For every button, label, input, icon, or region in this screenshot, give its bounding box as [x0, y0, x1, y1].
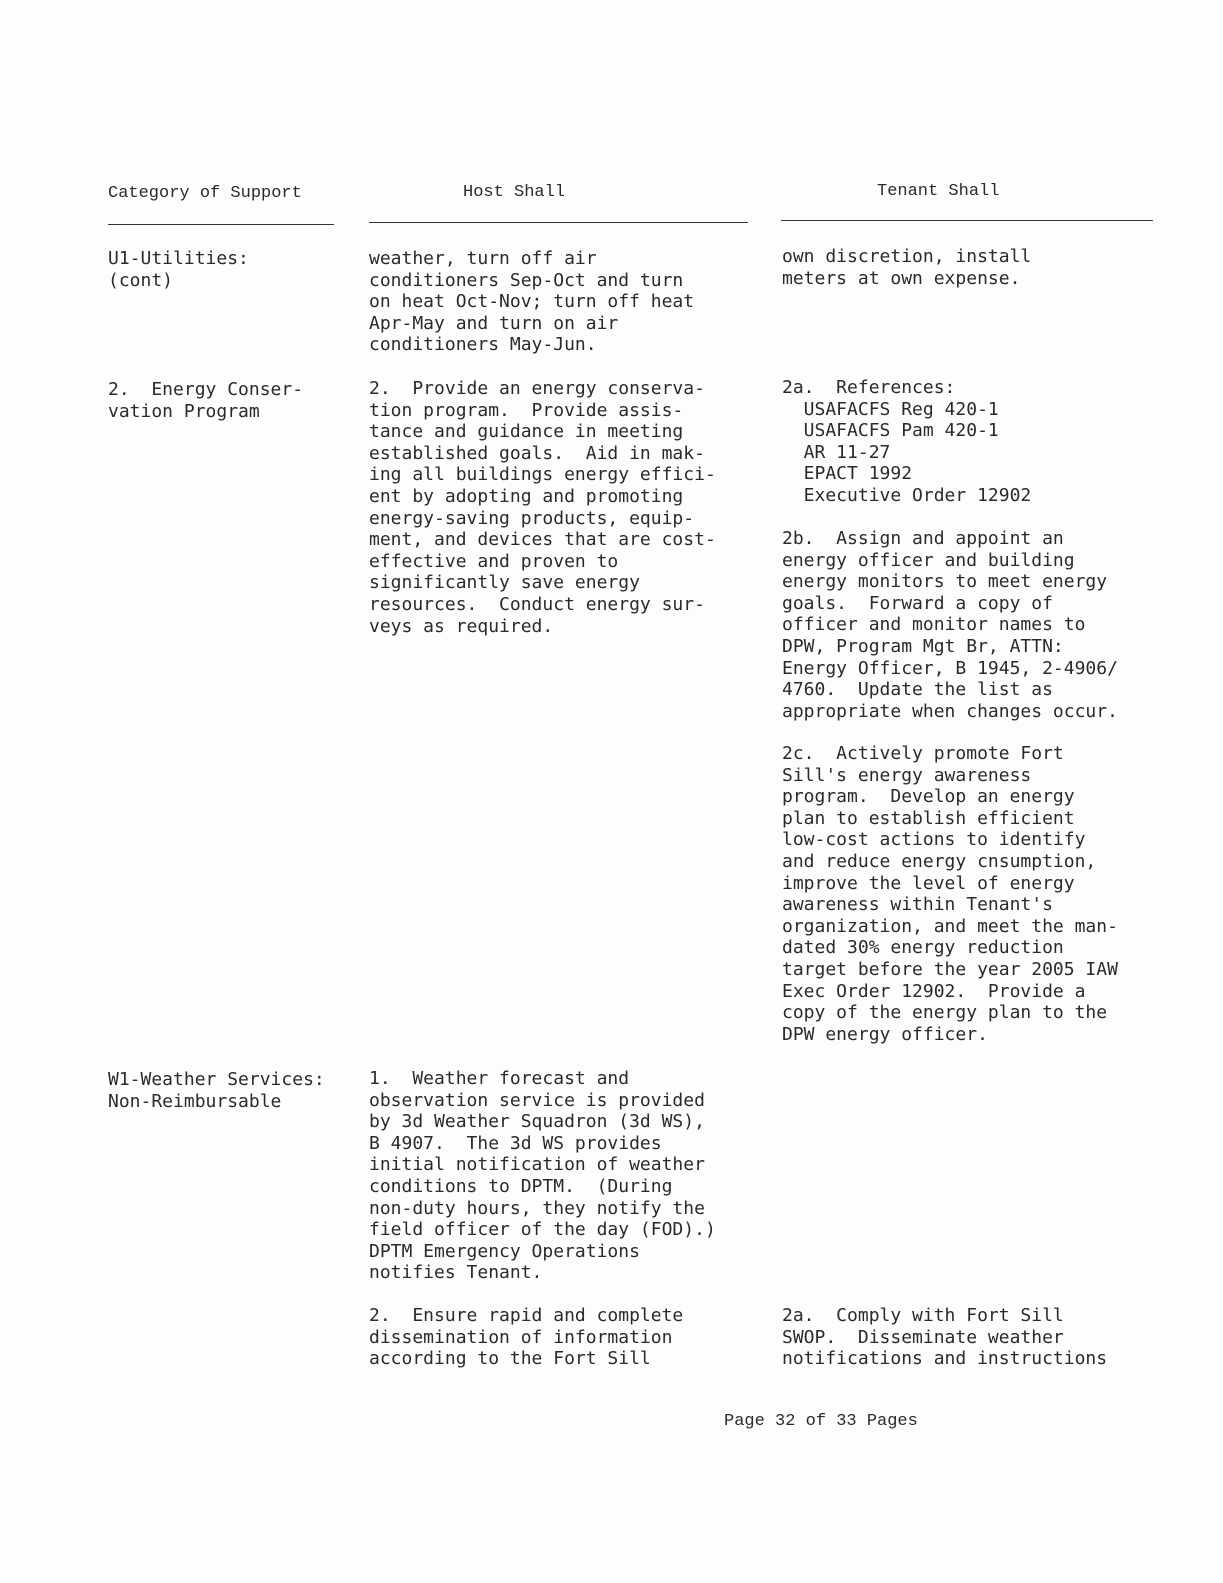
column-header-host: Host Shall	[463, 183, 566, 202]
weather-host-1: 1. Weather forecast and observation service is provided by 3d Weather Squadron (3d WS), B 4907. The 3d WS provides initial notification of weather conditions to DPTM. (During non-duty hours, they notify the field officer of the day (FOD).) DPTM Emergency Operations notifies Tenant.	[369, 1068, 716, 1284]
energy-host-text: 2. Provide an energy conserva- tion program. Provide assis- tance and guidance in meeting established goals. Aid in mak- ing all buildings energy effici- ent by adopting and promoting energy-saving products, equip- ment, and devices that are cost- effective and proven to significantly save energy resources. Conduct energy sur- veys as required.	[369, 378, 716, 637]
weather-category: W1-Weather Services: Non-Reimbursable	[108, 1069, 325, 1112]
header-rule-category	[108, 224, 334, 225]
energy-tenant-2a: 2a. References: USAFACFS Reg 420-1 USAFACFS Pam 420-1 AR 11-27 EPACT 1992 Executive Order 12902	[782, 377, 1032, 506]
utilities-category: U1-Utilities: (cont)	[108, 248, 249, 291]
weather-host-2: 2. Ensure rapid and complete dissemination of information according to the Fort Sill	[369, 1305, 684, 1370]
page-number: Page 32 of 33 Pages	[724, 1412, 918, 1431]
utilities-tenant-text: own discretion, install meters at own expense.	[782, 246, 1032, 289]
column-header-category: Category of Support	[108, 184, 302, 203]
header-rule-host	[369, 222, 748, 223]
energy-tenant-2c: 2c. Actively promote Fort Sill's energy awareness program. Develop an energy plan to establish efficient low-cost actions to identify and reduce energy cnsumption, improve the level of energy awareness within Tenant's organization, and meet the man- dated 30% energy reduction target before the year 2005 IAW Exec Order 12902. Provide a copy of the energy plan to the DPW energy officer.	[782, 743, 1118, 1045]
column-header-tenant: Tenant Shall	[877, 182, 1000, 201]
header-rule-tenant	[781, 220, 1153, 221]
utilities-host-text: weather, turn off air conditioners Sep-Oct and turn on heat Oct-Nov; turn off heat Apr-May and turn on air conditioners May-Jun.	[369, 248, 695, 356]
energy-tenant-2b: 2b. Assign and appoint an energy officer and building energy monitors to meet energy goals. Forward a copy of officer and monitor names to DPW, Program Mgt Br, ATTN: Energy Officer, B 1945, 2-4906/ 4760. Update the list as appropriate when changes occur.	[782, 528, 1118, 722]
weather-tenant-2a: 2a. Comply with Fort Sill SWOP. Disseminate weather notifications and instructions	[782, 1305, 1108, 1370]
energy-category: 2. Energy Conser- vation Program	[108, 379, 304, 422]
